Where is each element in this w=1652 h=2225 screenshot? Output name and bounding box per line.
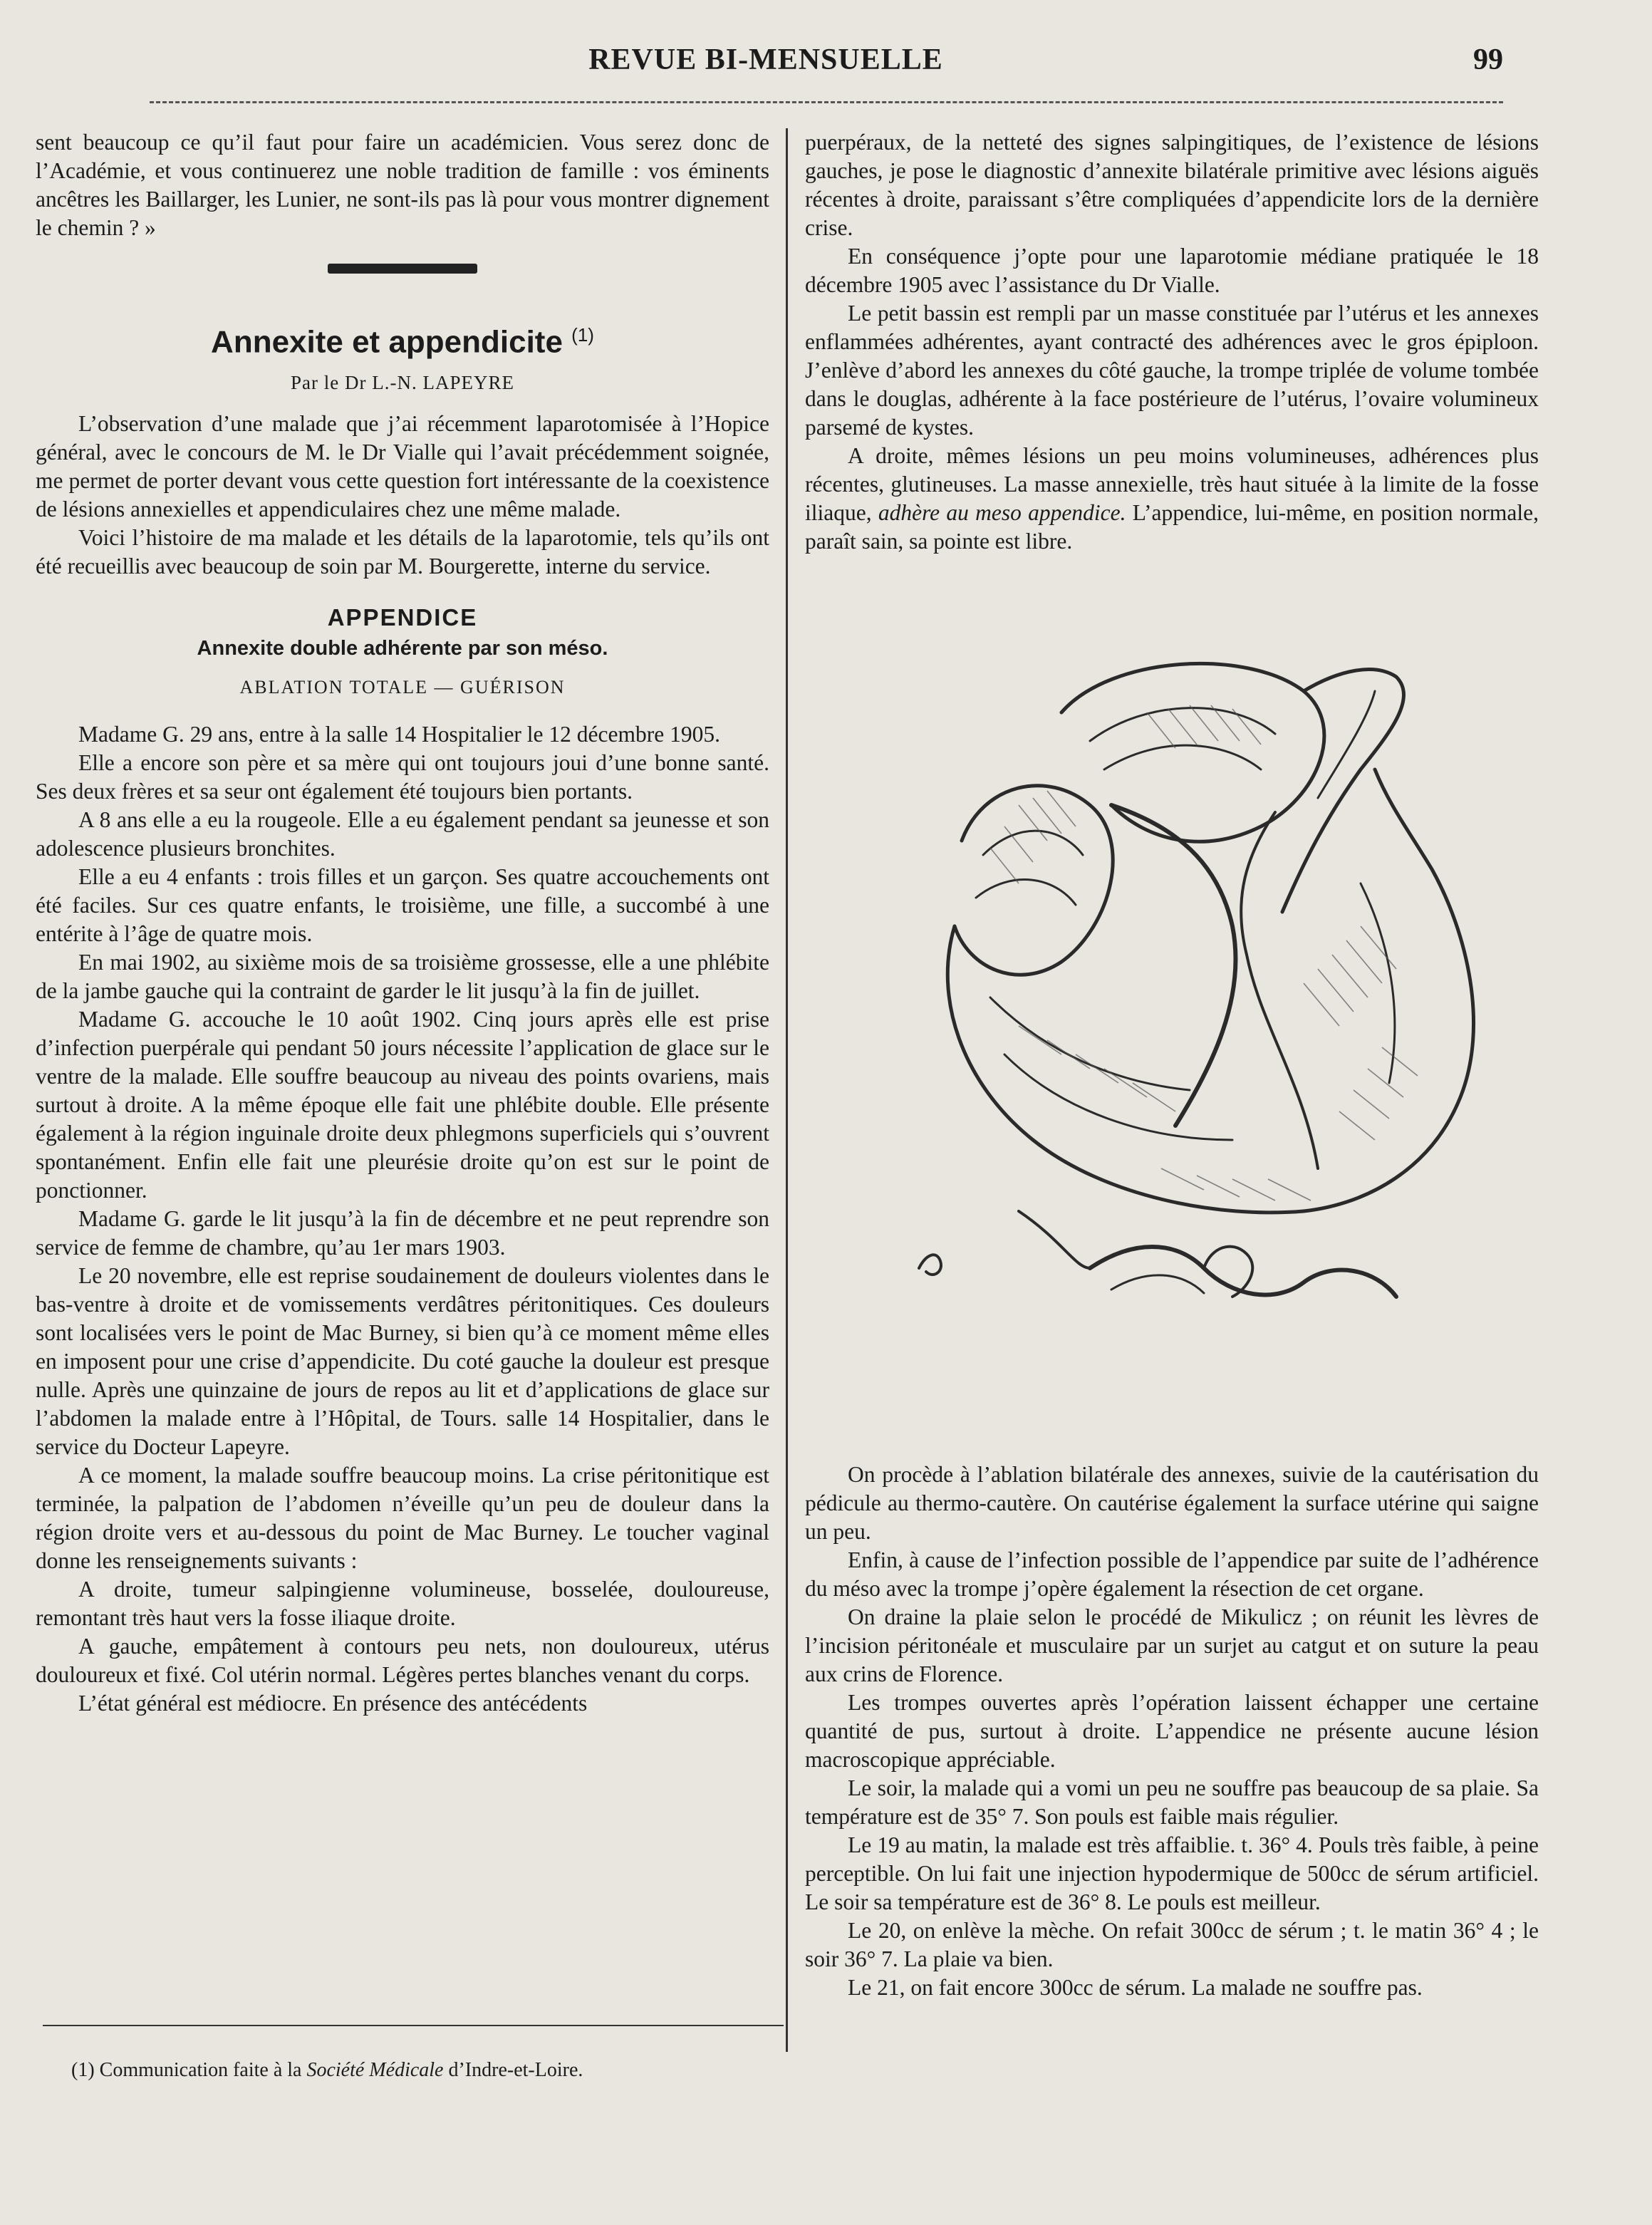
- article-title: [36, 315, 769, 363]
- paragraph: A 8 ans elle a eu la rougeole. Elle a eu également pendant sa jeunesse et son adolescence plusieurs bronchites.: [36, 807, 769, 861]
- paragraph: Le 20 novembre, elle est reprise soudainement de douleurs violentes dans le bas-ventre à droite et de vomissements verdâtres péritonitiques. Ces douleurs sont localisées vers le point de Mac Burney, si bien qu’à ce moment même elles en imposent pour une crise d’appendicite. Du coté gauche la douleur est presque nulle. Après une quinzaine de jours de repos au lit et d’applications de glace sur l’abdomen la malade entre à l’Hôpital, de Tours. salle 14 Hospitalier, dans le service du Docteur Lapeyre.: [36, 1262, 769, 1459]
- article-title-text: Annexite et appendicite: [211, 324, 563, 360]
- paragraph: Le 21, on fait encore 300cc de sérum. La malade ne souffre pas.: [848, 1975, 1423, 2000]
- footnote-number: (1): [71, 2059, 95, 2081]
- paragraph: Les trompes ouvertes après l’opération laissent échapper une certaine quantité de pus, surtout à droite. L’appendice ne présente aucune lésion macroscopique appréciable.: [805, 1690, 1539, 1772]
- paragraph: puerpéraux, de la netteté des signes salpingitiques, de l’existence de lésions gauches, je pose le diagnostic d’annexite bilatérale primitive avec lésions aiguës récentes à droite, paraissant s’être compliquées d’appendicite lors de la dernière crise.: [805, 130, 1539, 240]
- section-title: APPENDICE: [327, 603, 478, 631]
- text-run: L’appendice, lui-même, en position normale, paraît sain, sa pointe est libre.: [805, 500, 1539, 554]
- byline: Par le Dr L.-N. LAPEYRE: [291, 371, 514, 393]
- page-number: 99: [1473, 43, 1503, 76]
- paragraph: Madame G. garde le lit jusqu’à la fin de décembre et ne peut reprendre son service de femme de chambre, qu’au 1er mars 1903.: [36, 1205, 769, 1260]
- paragraph: Enfin, à cause de l’infection possible de l’appendice par suite de l’adhérence du méso avec la trompe j’opère également la résection de cet organe.: [805, 1547, 1539, 1601]
- footnote-society: Société Médicale: [306, 2059, 444, 2081]
- paragraph: A ce moment, la malade souffre beaucoup moins. La crise péritonitique est terminée, la palpation de l’abdomen n’éveille qu’un peu de douleur dans la région droite vers et au-dessous du point de Mac Burney. Le toucher vaginal donne les renseignements suivants :: [36, 1462, 769, 1573]
- footnote-text-pre: Communication faite à la: [99, 2059, 302, 2081]
- paragraph: L’état général est médiocre. En présence des antécédents: [78, 1690, 588, 1716]
- paragraph: A droite, tumeur salpingienne volumineuse, bosselée, douloureuse, remontant très haut vers la fosse iliaque droite.: [36, 1576, 769, 1630]
- footnote: [71, 2059, 583, 2082]
- paragraph: En conséquence j’opte pour une laparotomie médiane pratiquée le 18 décembre 1905 avec l’assistance du Dr Vialle.: [805, 244, 1539, 297]
- paragraph: Le soir, la malade qui a vomi un peu ne souffre pas beaucoup de sa plaie. Sa température est de 35° 7. Son pouls est faible mais régulier.: [805, 1775, 1539, 1829]
- paragraph: Le 20, on enlève la mèche. On refait 300cc de sérum ; t. le matin 36° 4 ; le soir 36° 7. La plaie va bien.: [805, 1918, 1539, 1971]
- paragraph: Elle a eu 4 enfants : trois filles et un garçon. Ses quatre accouchements ont été faciles. Sur ces quatre enfants, le troisième, une fille, a succombé à une entérite à l’âge de quatre mois.: [36, 863, 769, 946]
- intro-paragraph: sent beaucoup ce qu’il faut pour faire un académicien. Vous serez donc de l’Académie, et vous continuerez une noble tradition de famille : vos éminents ancêtres les Baillarger, les Lunier, ne sont-ils pas là pour vous montrer dignement le chemin ? »: [36, 130, 769, 240]
- paragraph: On procède à l’ablation bilatérale des annexes, suivie de la cautérisation du pédicule au thermo-cautère. On cautérise également la surface utérine qui saigne un peu.: [805, 1462, 1539, 1544]
- italic-run: adhère au meso appendice.: [878, 500, 1126, 525]
- column-divider: [786, 128, 788, 2052]
- paragraph: Le petit bassin est rempli par un masse constituée par l’utérus et les annexes enflammées adhérentes, ayant contracté des adhérences avec le gros épiploon. J’enlève d’abord les annexes du côté gauche, la trompe triplée de volume tombée dans le douglas, adhérente à la face postérieure de l’utérus, l’ovaire volumineux parsemé de kystes.: [805, 301, 1539, 440]
- header-rule: [150, 101, 1503, 103]
- paragraph: On draine la plaie selon le procédé de Mikulicz ; on réunit les lèvres de l’incision péritonéale et musculaire par un surjet au catgut et on suture la peau aux crins de Florence.: [805, 1604, 1539, 1686]
- page-header: [28, 43, 1503, 85]
- paragraph: Madame G. accouche le 10 août 1902. Cinq jours après elle est prise d’infection puerpérale qui pendant 50 jours nécessite l’application de glace sur le ventre de la malade. Elle souffre beaucoup au niveau des points ovariens, mais surtout à droite. A la même époque elle fait une phlébite double. Elle présente également à la région inguinale droite deux phlegmons superficiels qui s’ouvrent spontanément. Enfin elle fait une pleurésie droite qu’on est sur le point de ponctionner.: [36, 1006, 769, 1203]
- paragraph: A gauche, empâtement à contours peu nets, non douloureux, utérus douloureux et fixé. Col utérin normal. Légères pertes blanches venant du corps.: [36, 1633, 769, 1687]
- left-column: [36, 128, 769, 1718]
- footnote-text-post: d’Indre-et-Loire.: [448, 2059, 583, 2081]
- section-outcome: ABLATION TOTALE — GUÉRISON: [239, 676, 566, 697]
- section-subtitle: Annexite double adhérente par son méso.: [197, 636, 608, 660]
- title-footnote-ref: (1): [571, 324, 594, 346]
- footnote-rule: [43, 2025, 784, 2026]
- journal-title: REVUE BI-MENSUELLE: [588, 43, 943, 76]
- paragraph: L’observation d’une malade que j’ai récemment laparotomisée à l’Hopice général, avec le concours de M. le Dr Vialle qui l’avait précédemment soignée, me permet de porter devant vous cette question fort intéressante de la coexistence de lésions annexielles et appendiculaires chez une même malade.: [36, 410, 769, 522]
- paragraph: Voici l’histoire de ma malade et les détails de la laparotomie, tels qu’ils ont été recueillis avec beaucoup de soin par M. Bourgerette, interne du service.: [36, 524, 769, 579]
- ornament-rule: [328, 264, 477, 274]
- paragraph: Le 19 au matin, la malade est très affaiblie. t. 36° 4. Pouls très faible, à peine perceptible. On lui fait une injection hypodermique de 500cc de sérum artificiel. Le soir sa température est de 36° 8. Le pouls est meilleur.: [805, 1832, 1539, 1914]
- paragraph: Elle a encore son père et sa mère qui ont toujours joui d’une bonne santé. Ses deux frères et sa seur ont également été toujours bien portants.: [36, 750, 769, 804]
- text-run: A droite, mêmes lésions un peu moins volumineuses, adhérences plus récentes, glutineuses. La masse annexielle, très haut située à la limite de la fosse iliaque,: [805, 443, 1539, 525]
- paragraph: [805, 442, 1539, 556]
- paragraph: En mai 1902, au sixième mois de sa troisième grossesse, elle a une phlébite de la jambe gauche qui la contraint de garder le lit jusqu’à la fin de juillet.: [36, 949, 769, 1003]
- anatomical-illustration: [876, 627, 1517, 1396]
- paragraph: Madame G. 29 ans, entre à la salle 14 Hospitalier le 12 décembre 1905.: [78, 721, 720, 747]
- right-column-top: [805, 128, 1539, 556]
- right-column-bottom: [805, 1461, 1539, 2002]
